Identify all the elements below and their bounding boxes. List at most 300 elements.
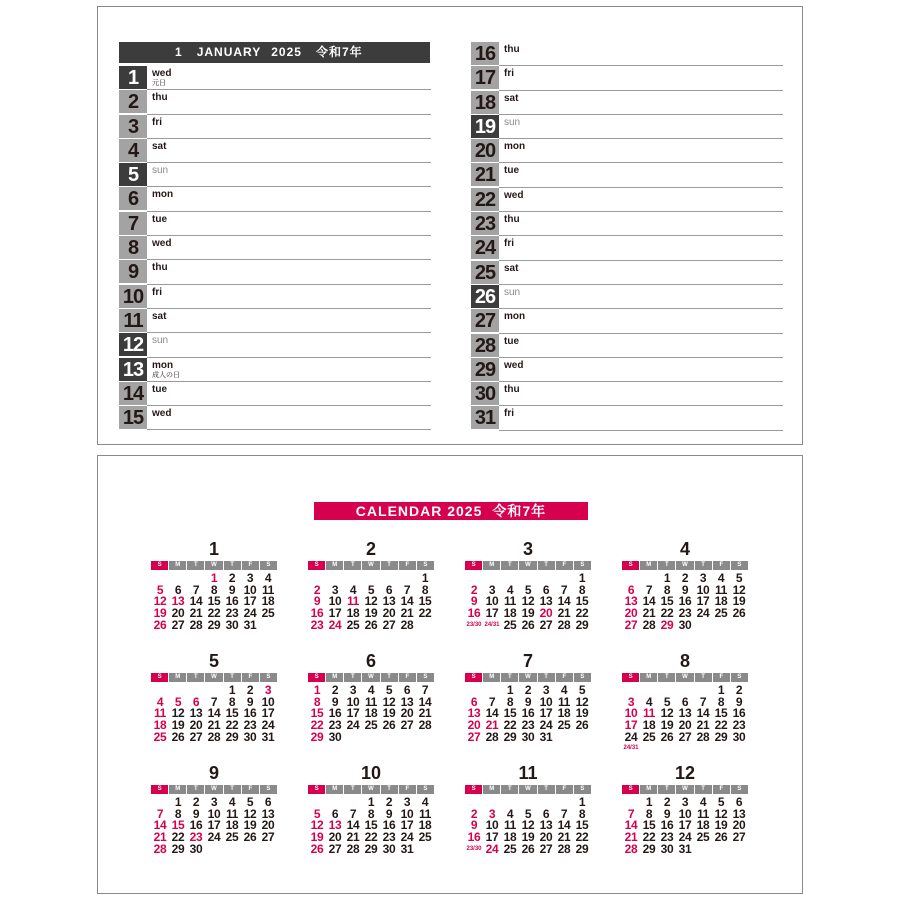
empty-cell [676, 684, 694, 696]
day-row[interactable] [471, 236, 783, 260]
date-cell: 14 [346, 818, 360, 833]
weekday-header-cell: S [260, 561, 277, 570]
date-cell: 15 [207, 594, 221, 609]
month-name: JANUARY [196, 45, 262, 59]
date-cell: 29 [225, 729, 239, 744]
empty-cell [501, 796, 519, 808]
day-row[interactable] [119, 90, 431, 114]
date-cell: 25 [503, 617, 517, 632]
weekday-header-cell: M [169, 673, 186, 682]
date-cell: 5 [246, 795, 254, 809]
day-row[interactable] [119, 163, 431, 187]
date-cell: 9 [313, 594, 321, 609]
date-cell: 16 [310, 606, 324, 621]
day-writing-line[interactable] [499, 66, 783, 90]
weekday-header [465, 673, 591, 682]
weekday-header-cell: T [695, 561, 712, 570]
empty-cell [694, 684, 712, 696]
weekday-header-cell: W [676, 785, 693, 794]
date-cell: 14 [557, 818, 571, 833]
day-number: 29 [471, 358, 499, 381]
day-number: 4 [119, 139, 147, 162]
day-writing-line[interactable] [147, 236, 431, 260]
date-cell: 23 [243, 718, 257, 733]
date-cell: 10 [485, 594, 499, 609]
day-writing-line[interactable] [499, 163, 783, 187]
weekday-header-cell: F [556, 561, 573, 570]
empty-cell [187, 572, 205, 584]
day-writing-line[interactable] [147, 333, 431, 357]
day-writing-line[interactable] [499, 382, 783, 406]
date-cell: 28 [153, 841, 167, 856]
month-label: 11 [518, 763, 538, 783]
day-row[interactable] [119, 358, 431, 382]
date-cell: 10 [207, 806, 221, 821]
date-cell: 16 [243, 706, 257, 721]
date-cell: 2 [735, 683, 743, 697]
day-row[interactable] [119, 139, 431, 163]
day-number: 9 [119, 260, 147, 283]
date-cell: 10 [328, 594, 342, 609]
date-cell: 18 [714, 594, 728, 609]
date-grid [465, 572, 591, 630]
date-cell: 3 [264, 683, 272, 697]
day-number: 28 [471, 334, 499, 357]
date-cell: 23 [678, 606, 692, 621]
empty-cell [326, 572, 344, 584]
date-cell: 15 [575, 818, 589, 833]
date-cell: 20 [539, 606, 553, 621]
date-cell: 13 [624, 594, 638, 609]
date-cell: 1 [717, 683, 725, 697]
date-cell: 1 [421, 571, 429, 585]
date-cell: 8 [645, 806, 653, 821]
weekday-header-cell: S [417, 785, 434, 794]
date-cell: 5 [663, 694, 671, 709]
day-number: 3 [119, 115, 147, 138]
date-cell: 20 [467, 718, 481, 733]
date-cell: 6 [192, 694, 200, 709]
weekday-header-cell: S [151, 673, 168, 682]
day-writing-line[interactable] [147, 309, 431, 333]
date-cell: 25 [153, 729, 167, 744]
date-cell: 12 [382, 694, 396, 709]
weekday-header-cell: F [556, 785, 573, 794]
date-cell: 21 [485, 718, 499, 733]
day-row[interactable] [471, 261, 783, 285]
day-writing-line[interactable] [499, 406, 783, 430]
day-number: 31 [471, 406, 499, 429]
date-cell: 29 [310, 729, 324, 744]
date-grid [308, 572, 434, 630]
date-cell: 29 [364, 841, 378, 856]
date-cell: 4 [560, 683, 568, 697]
date-cell: 19 [382, 706, 396, 721]
date-cell: 11 [364, 694, 378, 709]
date-cell: 27 [624, 617, 638, 632]
day-number: 18 [471, 91, 499, 114]
date-cell: 22 [714, 718, 728, 733]
date-cell: 3 [542, 683, 550, 697]
empty-cell [537, 572, 555, 584]
date-cell: 20 [624, 606, 638, 621]
weekday-header-cell: S [465, 561, 482, 570]
day-writing-line[interactable] [499, 236, 783, 260]
day-writing-line[interactable] [147, 187, 431, 211]
day-number: 5 [119, 163, 147, 186]
month-block [622, 650, 748, 754]
date-cell: 18 [225, 818, 239, 833]
date-cell: 10 [539, 694, 553, 709]
weekday-header-cell: F [713, 561, 730, 570]
weekday-header-cell: T [187, 561, 204, 570]
date-cell: 26 [521, 841, 535, 856]
date-grid [622, 684, 748, 754]
date-cell: 11 [557, 694, 571, 709]
day-weekday-label: thu [504, 384, 520, 396]
weekday-header-cell: F [242, 785, 259, 794]
date-cell: 11 [261, 582, 275, 597]
weekday-header-cell: T [538, 673, 555, 682]
date-cell: 4 [506, 582, 514, 597]
day-weekday-label: mon [152, 189, 174, 201]
day-row[interactable] [471, 188, 783, 212]
date-cell: 21 [642, 606, 656, 621]
day-row[interactable] [119, 309, 431, 333]
date-cell: 24 [346, 718, 360, 733]
day-row[interactable] [471, 42, 783, 66]
day-row[interactable] [471, 309, 783, 333]
empty-cell [537, 796, 555, 808]
date-cell: 24/31 [484, 621, 500, 628]
date-cell: 21 [346, 830, 360, 845]
weekday-header-cell: W [519, 561, 536, 570]
date-cell: 17 [400, 818, 414, 833]
date-cell: 22 [575, 830, 589, 845]
day-row[interactable] [119, 212, 431, 236]
day-number: 15 [119, 406, 147, 429]
day-row[interactable] [471, 212, 783, 236]
date-cell: 12 [243, 806, 257, 821]
empty-cell [622, 684, 640, 696]
weekday-header-cell: T [538, 785, 555, 794]
weekday-header-cell: W [362, 561, 379, 570]
day-weekday-label: sat [152, 310, 167, 322]
date-cell: 26 [714, 830, 728, 845]
day-writing-line[interactable] [499, 285, 783, 309]
month-block [151, 650, 277, 742]
day-writing-line[interactable] [147, 139, 431, 163]
date-cell: 23 [660, 830, 674, 845]
date-cell: 25 [696, 830, 710, 845]
day-row[interactable] [471, 406, 783, 430]
date-cell: 14 [153, 818, 167, 833]
day-writing-line[interactable] [147, 115, 431, 139]
date-cell: 4 [228, 795, 236, 809]
date-cell: 22 [171, 830, 185, 845]
day-writing-line[interactable] [147, 358, 431, 382]
day-row[interactable] [471, 334, 783, 358]
day-row[interactable] [471, 91, 783, 115]
date-cell: 16 [732, 706, 746, 721]
month-block [465, 650, 591, 742]
day-row[interactable] [119, 66, 431, 90]
weekday-header [622, 673, 748, 682]
date-cell: 28 [696, 729, 710, 744]
date-cell: 20 [539, 830, 553, 845]
month-block [622, 538, 748, 630]
weekday-header-cell: T [224, 785, 241, 794]
weekday-header [151, 673, 277, 682]
date-cell: 8 [367, 806, 375, 821]
empty-cell [308, 572, 326, 584]
date-cell: 19 [575, 706, 589, 721]
weekday-header [465, 561, 591, 570]
weekday-header-cell: M [169, 785, 186, 794]
date-cell: 1 [578, 571, 586, 585]
empty-cell [483, 796, 501, 808]
date-cell: 21 [153, 830, 167, 845]
empty-cell [151, 796, 169, 808]
date-cell: 26 [243, 830, 257, 845]
date-cell: 20 [261, 818, 275, 833]
date-cell: 3 [210, 795, 218, 809]
date-cell: 9 [192, 806, 200, 821]
day-row[interactable] [119, 382, 431, 406]
date-cell: 7 [488, 694, 496, 709]
date-cell: 13 [539, 818, 553, 833]
day-weekday-label: thu [152, 262, 168, 274]
day-weekday-label: tue [152, 213, 167, 225]
day-weekday-label: wed [152, 238, 172, 250]
date-cell: 19 [732, 594, 746, 609]
date-cell: 9 [331, 694, 339, 709]
date-cell: 26 [310, 841, 324, 856]
date-cell: 4 [421, 795, 429, 809]
weekday-header-cell: W [205, 561, 222, 570]
date-cell: 25 [418, 830, 432, 845]
day-writing-line[interactable] [499, 212, 783, 236]
date-cell: 13 [539, 594, 553, 609]
month-label: 6 [365, 651, 376, 671]
date-cell: 25 [225, 830, 239, 845]
date-cell: 12 [521, 818, 535, 833]
day-row[interactable] [119, 285, 431, 309]
date-cell: 15 [575, 594, 589, 609]
day-writing-line[interactable] [499, 261, 783, 285]
day-row[interactable] [471, 115, 783, 139]
day-weekday-label: sun [152, 335, 169, 347]
date-cell: 24 [261, 718, 275, 733]
date-cell: 27 [732, 830, 746, 845]
date-cell: 4 [717, 571, 725, 585]
day-writing-line[interactable] [147, 163, 431, 187]
date-cell: 17 [243, 594, 257, 609]
date-cell: 30 [732, 729, 746, 744]
day-number: 10 [119, 285, 147, 308]
weekday-header-cell: W [676, 561, 693, 570]
day-writing-line[interactable] [147, 406, 431, 430]
date-cell: 28 [485, 729, 499, 744]
weekday-header-cell: S [622, 673, 639, 682]
date-grid [151, 796, 277, 854]
day-row[interactable] [471, 382, 783, 406]
day-row[interactable] [119, 115, 431, 139]
month-block [465, 762, 591, 854]
day-row[interactable] [471, 163, 783, 187]
day-number: 7 [119, 212, 147, 235]
date-cell: 26 [732, 606, 746, 621]
weekday-header [151, 561, 277, 570]
weekday-header-cell: T [381, 785, 398, 794]
date-cell: 3 [349, 683, 357, 697]
date-cell: 24 [624, 729, 638, 744]
weekday-header-cell: F [242, 561, 259, 570]
date-cell: 23 [310, 617, 324, 632]
date-cell: 29 [575, 841, 589, 856]
day-writing-line[interactable] [499, 91, 783, 115]
day-row[interactable] [471, 285, 783, 309]
date-cell: 4 [506, 806, 514, 821]
empty-cell [308, 796, 326, 808]
empty-cell [344, 572, 362, 584]
calendar-title-bar [314, 502, 588, 520]
date-cell: 12 [153, 594, 167, 609]
date-cell: 29 [207, 617, 221, 632]
date-cell: 17 [485, 606, 499, 621]
date-cell: 17 [346, 706, 360, 721]
month-label: 4 [679, 539, 690, 559]
date-cell: 17 [261, 706, 275, 721]
weekday-header-cell: F [556, 673, 573, 682]
date-cell: 18 [261, 594, 275, 609]
weekday-header-cell: S [260, 673, 277, 682]
date-cell: 16 [328, 706, 342, 721]
weekday-header-cell: W [205, 785, 222, 794]
date-cell: 25 [714, 606, 728, 621]
day-writing-line[interactable] [499, 42, 783, 66]
day-writing-line[interactable] [499, 188, 783, 212]
day-writing-line[interactable] [147, 260, 431, 284]
date-cell: 24 [678, 830, 692, 845]
weekday-header-cell: M [326, 785, 343, 794]
date-cell: 12 [171, 706, 185, 721]
date-cell: 8 [578, 582, 586, 597]
date-cell: 25 [364, 718, 378, 733]
day-weekday-label: fri [504, 68, 514, 80]
day-row[interactable] [119, 260, 431, 284]
day-number: 20 [471, 139, 499, 162]
day-row[interactable] [119, 406, 431, 430]
day-weekday-label: sun [504, 116, 521, 128]
day-row[interactable] [119, 333, 431, 357]
date-cell: 22 [225, 718, 239, 733]
day-row[interactable] [471, 139, 783, 163]
era-label: 令和7年 [315, 45, 363, 59]
day-writing-line[interactable] [147, 285, 431, 309]
date-cell: 12 [732, 582, 746, 597]
empty-cell [169, 684, 187, 696]
date-cell: 22 [575, 606, 589, 621]
date-cell: 7 [349, 806, 357, 821]
date-cell: 18 [503, 606, 517, 621]
date-cell: 11 [418, 806, 432, 821]
date-cell: 10 [400, 806, 414, 821]
day-row[interactable] [119, 236, 431, 260]
empty-cell [483, 572, 501, 584]
date-cell: 15 [660, 594, 674, 609]
date-cell: 21 [207, 718, 221, 733]
date-cell: 2 [524, 683, 532, 697]
date-cell: 28 [557, 841, 571, 856]
date-cell: 17 [696, 594, 710, 609]
date-cell: 27 [171, 617, 185, 632]
day-weekday-label: fri [152, 116, 162, 128]
date-cell: 8 [313, 694, 321, 709]
day-writing-line[interactable] [147, 66, 431, 90]
weekday-header-cell: F [399, 673, 416, 682]
day-weekday-label: tue [504, 335, 519, 347]
date-cell: 23 [189, 830, 203, 845]
date-cell: 19 [153, 606, 167, 621]
date-cell: 11 [503, 818, 517, 833]
date-cell: 6 [627, 582, 635, 597]
day-writing-line[interactable] [147, 90, 431, 114]
date-cell: 5 [717, 795, 725, 809]
day-writing-line[interactable] [147, 382, 431, 406]
empty-cell [501, 572, 519, 584]
date-cell: 9 [246, 694, 254, 709]
date-cell: 2 [246, 683, 254, 697]
date-cell: 17 [624, 718, 638, 733]
day-row[interactable] [471, 66, 783, 90]
day-number: 8 [119, 236, 147, 259]
day-writing-line[interactable] [499, 309, 783, 333]
weekday-header-cell: S [308, 561, 325, 570]
date-cell: 31 [678, 841, 692, 856]
weekday-header-cell: T [501, 785, 518, 794]
day-writing-line[interactable] [499, 334, 783, 358]
date-grid [151, 572, 277, 630]
date-cell: 3 [403, 795, 411, 809]
date-cell: 20 [400, 706, 414, 721]
date-cell: 22 [642, 830, 656, 845]
day-writing-line[interactable] [147, 212, 431, 236]
day-number: 25 [471, 261, 499, 284]
date-cell: 22 [207, 606, 221, 621]
calendar-era: 令和7年 [492, 503, 547, 519]
empty-cell [622, 572, 640, 584]
day-writing-line[interactable] [499, 139, 783, 163]
day-row[interactable] [119, 187, 431, 211]
date-cell: 6 [542, 806, 550, 821]
weekday-header-cell: S [731, 673, 748, 682]
day-row[interactable] [471, 358, 783, 382]
weekday-header-cell: W [519, 673, 536, 682]
weekday-header-cell: M [169, 561, 186, 570]
date-cell: 23/30 [466, 845, 482, 852]
date-cell: 8 [210, 582, 218, 597]
date-cell: 6 [542, 582, 550, 597]
day-number: 1 [119, 66, 147, 89]
weekday-header-cell: T [501, 561, 518, 570]
date-cell: 3 [681, 795, 689, 809]
date-cell: 7 [699, 694, 707, 709]
day-writing-line[interactable] [499, 115, 783, 139]
day-writing-line[interactable] [499, 358, 783, 382]
date-cell: 13 [467, 706, 481, 721]
weekday-header-cell: S [574, 673, 591, 682]
